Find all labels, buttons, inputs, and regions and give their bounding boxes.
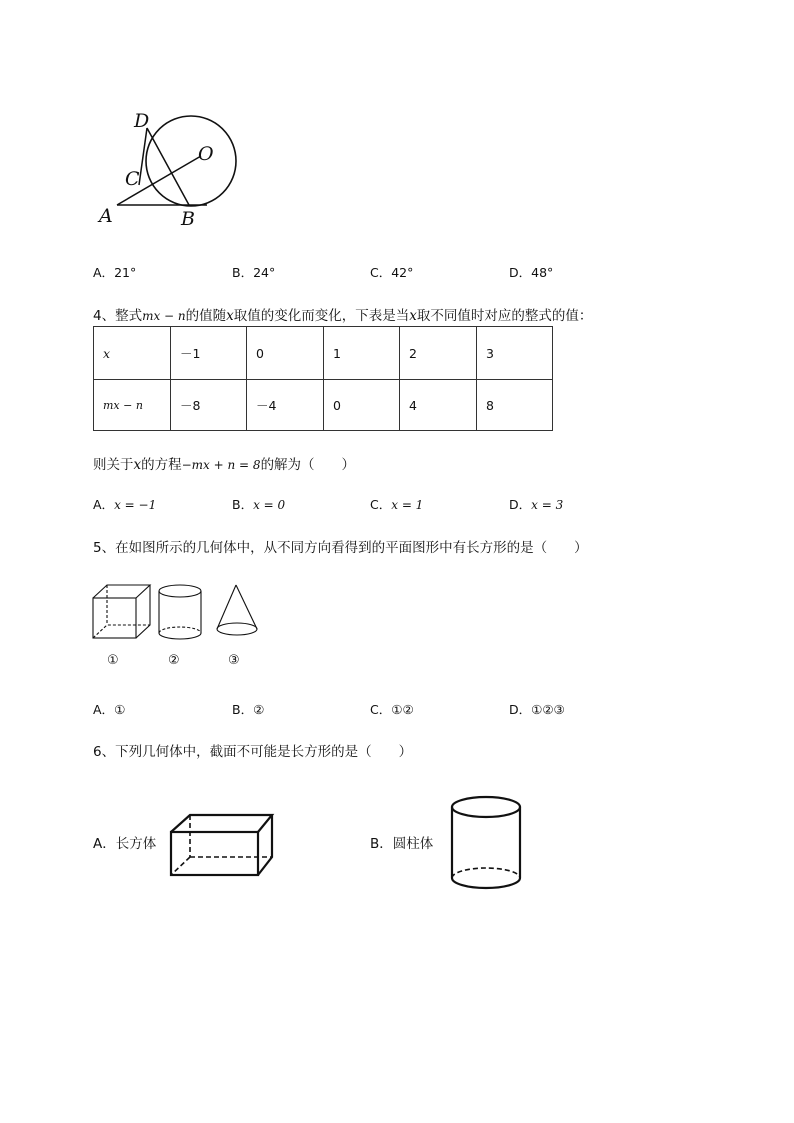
q4-equation: −mx + n = 8: [181, 458, 261, 472]
q5-option-c[interactable]: C．①②: [370, 702, 414, 717]
table-row: [94, 327, 553, 380]
q4-option-b[interactable]: B．x = 0: [232, 497, 286, 512]
q4-var-2: x: [409, 308, 417, 324]
q4-option-c[interactable]: C．x = 1: [370, 497, 424, 512]
label-d: D: [134, 110, 150, 132]
q6-option-a[interactable]: A．长方体: [93, 836, 157, 852]
cylinder-icon: [159, 585, 201, 639]
table-cell: －4: [247, 380, 324, 431]
q3-option-c[interactable]: C．42°: [370, 265, 414, 280]
q6-option-b[interactable]: B．圆柱体: [370, 836, 434, 852]
q5-stem: 5、在如图所示的几何体中，从不同方向看得到的平面图形中有长方形的是（ ）: [93, 540, 588, 556]
table-cell: 1: [324, 327, 400, 380]
table-cell: 0: [324, 380, 400, 431]
solid-label-1: ①: [107, 653, 119, 668]
q3-option-b[interactable]: B．24°: [232, 265, 276, 280]
label-c: C: [125, 168, 140, 190]
cone-icon: [217, 585, 257, 635]
q4-option-a[interactable]: A．x = −1: [93, 497, 157, 512]
q4-stem: 4、整式mx − n的值随x取值的变化而变化，下表是当x取不同值时对应的整式的值：: [93, 308, 593, 324]
table-cell: 0: [247, 327, 324, 380]
table-cell: 3: [477, 327, 553, 380]
table-row: [94, 380, 553, 431]
q5-option-b[interactable]: B．②: [232, 702, 265, 717]
q5-option-d[interactable]: D．①②③: [509, 702, 565, 717]
q4-value-table: [93, 326, 553, 431]
q4-sub-question: 则关于x的方程−mx + n = 8的解为（ ）: [93, 457, 356, 473]
table-cell: mx − n: [94, 380, 171, 431]
cube-icon: [93, 585, 150, 638]
table-cell: 8: [477, 380, 553, 431]
solids-figure: [90, 580, 270, 642]
q3-option-a[interactable]: A．21°: [93, 265, 137, 280]
q4-var: x: [226, 308, 234, 324]
q4-expression: mx − n: [142, 309, 186, 323]
q5-option-a[interactable]: A．①: [93, 702, 126, 717]
q6-stem: 6、下列几何体中，截面不可能是长方形的是（ ）: [93, 744, 413, 760]
label-a: A: [99, 205, 113, 227]
circle-tangent-figure: [95, 108, 255, 238]
table-cell: －8: [171, 380, 247, 431]
label-b: B: [181, 208, 195, 230]
table-cell: x: [94, 327, 171, 380]
cylinder-figure-icon: [444, 792, 528, 896]
solid-label-3: ③: [228, 653, 240, 668]
cuboid-icon: [166, 810, 276, 880]
table-cell: 4: [400, 380, 477, 431]
table-cell: 2: [400, 327, 477, 380]
solid-label-2: ②: [168, 653, 180, 668]
table-cell: －1: [171, 327, 247, 380]
label-o: O: [198, 143, 214, 165]
q4-option-d[interactable]: D．x = 3: [509, 497, 564, 512]
q3-option-d[interactable]: D．48°: [509, 265, 554, 280]
